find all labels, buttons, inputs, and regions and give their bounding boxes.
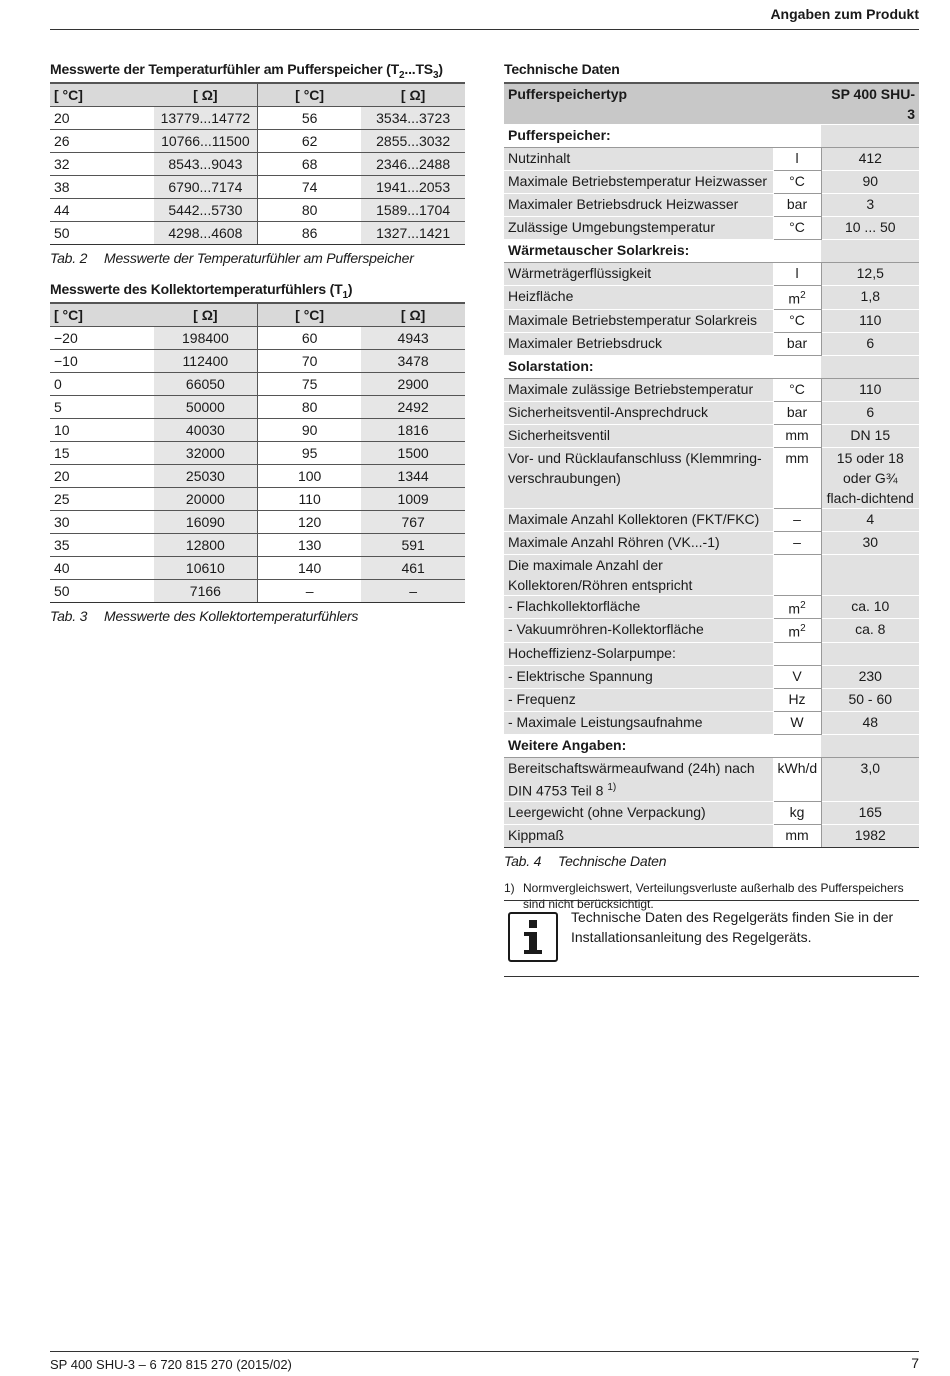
table-cell: 60 (258, 327, 362, 350)
row-label-text: Maximale Anzahl Röhren (VK...-1) (508, 533, 720, 550)
table-cell: 461 (361, 557, 465, 580)
row-unit (773, 332, 821, 355)
row-value: ca. 8 (821, 619, 919, 643)
table-row (504, 401, 919, 424)
column-header: [ °C] (50, 303, 154, 327)
row-unit (773, 554, 821, 595)
row-unit-text: °C (789, 380, 805, 397)
table3-caption: Tab. 3 Messwerte des Kollektortemperaturfühlers (50, 608, 359, 624)
table-cell: 2855...3032 (361, 130, 465, 153)
page-number: 7 (911, 1355, 919, 1371)
table-row (50, 373, 465, 396)
table-cell: 66050 (154, 373, 258, 396)
table-cell: 1500 (361, 442, 465, 465)
row-unit-text: kWh/d (777, 759, 818, 776)
row-value: 230 (821, 665, 919, 688)
table-cell: 30 (50, 511, 154, 534)
row-label-text: - Flachkollektorfläche (508, 597, 641, 614)
table-cell: 32 (50, 153, 154, 176)
table-cell: −20 (50, 327, 154, 350)
unit-exponent: 2 (800, 290, 806, 301)
row-label-text: Vor- und Rücklaufanschluss (Klemmring-verschraubungen) (508, 449, 762, 486)
table-row (50, 419, 465, 442)
table-row (504, 508, 919, 531)
column-header: [ Ω] (154, 83, 258, 107)
row-value: 48 (821, 711, 919, 734)
row-unit (773, 194, 821, 217)
table2-heading: Messwerte der Temperaturfühler am Pufferspeicher $(T_2...TS_3)$ (50, 61, 443, 81)
table-cell: 20 (50, 107, 154, 130)
table-cell: 10766...11500 (154, 130, 258, 153)
info-box (504, 900, 919, 977)
row-unit (773, 757, 821, 801)
table-row (504, 711, 919, 734)
row-unit-text: l (795, 265, 799, 281)
row-label-text: Nutzinhalt (508, 150, 571, 166)
right-column (504, 58, 919, 912)
row-unit (773, 595, 821, 619)
table3-heading: Messwerte des Kollektortemperaturfühlers $(T_1)$ (50, 281, 353, 301)
table-cell: 70 (258, 350, 362, 373)
row-label (504, 378, 773, 401)
table-cell: 1327...1421 (361, 222, 465, 245)
row-value: 50 - 60 (821, 688, 919, 711)
row-label (504, 824, 773, 847)
row-unit (773, 424, 821, 447)
table-cell: 5442...5730 (154, 199, 258, 222)
table4-heading: Technische Daten (504, 61, 620, 77)
table-cell: 140 (258, 557, 362, 580)
row-unit (773, 447, 821, 508)
table-row (504, 824, 919, 847)
row-label (504, 286, 773, 310)
table-row (504, 148, 919, 171)
table-cell: −10 (50, 350, 154, 373)
table-cell: 25030 (154, 465, 258, 488)
row-unit (773, 801, 821, 824)
table-row (50, 511, 465, 534)
row-label (504, 332, 773, 355)
section-title: Angaben zum Produkt (770, 6, 919, 22)
table-cell: 10610 (154, 557, 258, 580)
table-row (504, 665, 919, 688)
table-cell: 591 (361, 534, 465, 557)
table-row (504, 801, 919, 824)
row-label (504, 531, 773, 554)
table-row (504, 332, 919, 355)
table-row (50, 488, 465, 511)
section-row (504, 125, 919, 148)
table-row (50, 465, 465, 488)
table-cell: 6790...7174 (154, 176, 258, 199)
row-label (504, 447, 773, 508)
row-value: 110 (821, 309, 919, 332)
row-unit (773, 148, 821, 171)
table-row (50, 222, 465, 245)
table-cell: 95 (258, 442, 362, 465)
row-value: 1,8 (821, 286, 919, 310)
row-value: 165 (821, 801, 919, 824)
table-row (504, 642, 919, 665)
row-label-text: Sicherheitsventil-Ansprechdruck (508, 403, 708, 420)
table-row (50, 176, 465, 199)
row-unit-text: bar (786, 196, 808, 212)
table-row (50, 327, 465, 350)
table-cell: 20000 (154, 488, 258, 511)
row-unit (773, 217, 821, 240)
row-label (504, 757, 773, 801)
row-unit (773, 378, 821, 401)
table4-caption: Tab. 4 Technische Daten (504, 852, 667, 869)
table-cell: 130 (258, 534, 362, 557)
row-label (504, 508, 773, 531)
row-value: 12,5 (821, 263, 919, 286)
row-value: 3,0 (821, 757, 919, 801)
table-row (504, 217, 919, 240)
table-cell: – (258, 580, 362, 603)
row-label-text: Maximaler Betriebsdruck Heizwasser (508, 196, 739, 212)
row-label-text: Hocheffizienz-Solarpumpe: (508, 644, 676, 661)
table-cell: 12800 (154, 534, 258, 557)
row-label-text: Maximale Anzahl Kollektoren (FKT/FKC) (508, 510, 760, 527)
table-cell: 26 (50, 130, 154, 153)
row-unit (773, 171, 821, 194)
table-cell: 90 (258, 419, 362, 442)
row-label-text: Wärmeträgerflüssigkeit (508, 265, 652, 281)
row-unit-text: – (793, 533, 801, 550)
table-cell: 1589...1704 (361, 199, 465, 222)
empty-cell (821, 734, 919, 757)
row-unit-text: °C (789, 219, 805, 235)
table-cell: 44 (50, 199, 154, 222)
empty-cell (821, 355, 919, 378)
row-label-text: Die maximale Anzahl der Kollektoren/Röhren entspricht (508, 556, 693, 593)
row-label-text: Maximale Betriebstemperatur Heizwasser (508, 173, 768, 189)
table-cell: 50 (50, 222, 154, 245)
row-value (821, 642, 919, 665)
column-header: [ Ω] (361, 83, 465, 107)
table-cell: 32000 (154, 442, 258, 465)
table-cell: 38 (50, 176, 154, 199)
row-unit (773, 286, 821, 310)
row-label-text: Kippmaß (508, 826, 565, 843)
row-value: 1982 (821, 824, 919, 847)
table-cell: 13779...14772 (154, 107, 258, 130)
row-unit (773, 665, 821, 688)
table-cell: 120 (258, 511, 362, 534)
row-unit (773, 642, 821, 665)
row-unit-text: W (790, 713, 804, 730)
table-cell: 3534...3723 (361, 107, 465, 130)
column-header: [ °C] (258, 83, 362, 107)
table-row (504, 424, 919, 447)
table-cell: 20 (50, 465, 154, 488)
table-cell: 40030 (154, 419, 258, 442)
row-label-text: Zulässige Umgebungstemperatur (508, 219, 715, 235)
row-label-text: - Frequenz (508, 690, 576, 707)
table-cell: 62 (258, 130, 362, 153)
table-row (504, 757, 919, 801)
row-unit (773, 711, 821, 734)
row-unit-text: bar (786, 334, 808, 351)
row-unit (773, 688, 821, 711)
row-label-text: Maximaler Betriebsdruck (508, 334, 663, 351)
row-value: 90 (821, 171, 919, 194)
table-cell: 3478 (361, 350, 465, 373)
row-value: 30 (821, 531, 919, 554)
left-column (50, 58, 465, 627)
table-row (504, 286, 919, 310)
row-label (504, 171, 773, 194)
table-row (504, 531, 919, 554)
table-row (50, 442, 465, 465)
row-unit-text: m (788, 623, 801, 640)
row-unit (773, 508, 821, 531)
row-unit-text: – (793, 510, 801, 527)
row-unit-text: mm (785, 826, 809, 843)
row-unit-text: bar (786, 403, 808, 420)
table-cell: 75 (258, 373, 362, 396)
row-label (504, 642, 773, 665)
row-value: 110 (821, 378, 919, 401)
unit-exponent: 2 (800, 599, 806, 611)
row-label-text: Sicherheitsventil (508, 426, 610, 443)
section-label: Pufferspeicher: (504, 125, 821, 148)
table-row (50, 199, 465, 222)
table-cell: 112400 (154, 350, 258, 373)
row-value: 10 ... 50 (821, 217, 919, 240)
table-row (504, 554, 919, 595)
row-unit-text: m (788, 290, 801, 307)
row-value: ca. 10 (821, 595, 919, 619)
row-label-text: - Vakuumröhren-Kollektorfläche (508, 621, 704, 638)
table-cell: 74 (258, 176, 362, 199)
column-header: [ Ω] (154, 303, 258, 327)
table-cell: 8543...9043 (154, 153, 258, 176)
row-label (504, 148, 773, 171)
table-row (50, 153, 465, 176)
table-cell: 100 (258, 465, 362, 488)
table-cell: 35 (50, 534, 154, 557)
table-row (50, 130, 465, 153)
section-row (504, 240, 919, 263)
row-label-text: - Maximale Leistungsaufnahme (508, 713, 703, 730)
table-row (504, 595, 919, 619)
row-unit-text: l (795, 150, 799, 166)
table-cell: – (361, 580, 465, 603)
table-cell: 7166 (154, 580, 258, 603)
row-label-text: Maximale zulässige Betriebstemperatur (508, 380, 754, 397)
footnote-marker: 1) (607, 781, 617, 793)
table-cell: 15 (50, 442, 154, 465)
table-row (50, 107, 465, 130)
table-row (504, 688, 919, 711)
row-value: 412 (821, 148, 919, 171)
empty-cell (821, 125, 919, 148)
row-unit-text: V (792, 667, 802, 684)
table-cell: 0 (50, 373, 154, 396)
table2-caption: Tab. 2 Messwerte der Temperaturfühler am Pufferspeicher (50, 250, 414, 266)
column-header: [ °C] (258, 303, 362, 327)
table-cell: 10 (50, 419, 154, 442)
row-label (504, 711, 773, 734)
table-cell: 50 (50, 580, 154, 603)
empty-cell (821, 240, 919, 263)
row-unit-text: kg (789, 803, 805, 820)
table-cell: 110 (258, 488, 362, 511)
table-row (50, 580, 465, 603)
column-header: [ °C] (50, 83, 154, 107)
row-label-text: Maximale Betriebstemperatur Solarkreis (508, 311, 757, 328)
table-cell: 1941...2053 (361, 176, 465, 199)
unit-exponent: 2 (800, 623, 806, 635)
row-label (504, 554, 773, 595)
page-footer (50, 1351, 919, 1376)
table-cell: 2492 (361, 396, 465, 419)
table-row (50, 534, 465, 557)
section-label: Wärmetauscher Solarkreis: (504, 240, 821, 263)
section-label: Solarstation: (504, 355, 821, 378)
row-value: 15 oder 18 oder G¾ flach-dichtend (821, 447, 919, 508)
table-cell: 198400 (154, 327, 258, 350)
row-unit (773, 401, 821, 424)
row-value: 4 (821, 508, 919, 531)
section-row (504, 355, 919, 378)
row-label (504, 595, 773, 619)
row-unit (773, 263, 821, 286)
row-unit-text: mm (785, 426, 809, 443)
table-row (504, 309, 919, 332)
info-icon (508, 912, 558, 962)
row-label (504, 194, 773, 217)
row-value: DN 15 (821, 424, 919, 447)
row-label (504, 424, 773, 447)
row-unit (773, 619, 821, 643)
row-unit-text: m (788, 600, 801, 617)
table4 (504, 82, 919, 848)
table-cell: 4298...4608 (154, 222, 258, 245)
row-label (504, 688, 773, 711)
table-row (504, 619, 919, 643)
table-cell: 767 (361, 511, 465, 534)
row-label-text: - Elektrische Spannung (508, 667, 653, 684)
column-header: [ Ω] (361, 303, 465, 327)
table3 (50, 302, 465, 603)
table-cell: 80 (258, 199, 362, 222)
row-unit (773, 309, 821, 332)
table-cell: 1009 (361, 488, 465, 511)
table-row (50, 350, 465, 373)
row-label (504, 401, 773, 424)
row-unit-text: mm (785, 449, 809, 466)
table-cell: 25 (50, 488, 154, 511)
section-label: Weitere Angaben: (504, 734, 821, 757)
table-row (504, 194, 919, 217)
table-cell: 86 (258, 222, 362, 245)
table-row (504, 447, 919, 508)
row-unit (773, 824, 821, 847)
table-cell: 56 (258, 107, 362, 130)
table-row (504, 171, 919, 194)
section-row (504, 734, 919, 757)
row-label (504, 619, 773, 643)
table-cell: 2346...2488 (361, 153, 465, 176)
row-label-text: Bereitschaftswärmeaufwand (24h) nach DIN 4753 Teil 8 (508, 759, 755, 799)
row-unit (773, 531, 821, 554)
table4-header-row: Pufferspeichertyp SP 400 SHU-3 (504, 83, 919, 125)
document-id: SP 400 SHU-3 – 6 720 815 270 (2015/02) (50, 1357, 292, 1372)
row-label (504, 217, 773, 240)
row-label (504, 665, 773, 688)
row-unit-text: Hz (788, 690, 806, 707)
table-cell: 4943 (361, 327, 465, 350)
row-value: 6 (821, 332, 919, 355)
row-label (504, 263, 773, 286)
table-cell: 50000 (154, 396, 258, 419)
table-cell: 2900 (361, 373, 465, 396)
table2 (50, 82, 465, 245)
table-cell: 1816 (361, 419, 465, 442)
row-label-text: Heizfläche (508, 288, 574, 304)
row-value: 6 (821, 401, 919, 424)
footnote: 1) Normvergleichswert, Verteilungsverluste außerhalb des Pufferspeichers sind nicht berücksichtigt. (504, 880, 904, 911)
row-label-text: Leergewicht (ohne Verpackung) (508, 803, 706, 820)
row-unit-text: °C (789, 173, 805, 189)
row-value: 3 (821, 194, 919, 217)
table-cell: 40 (50, 557, 154, 580)
table-row (504, 263, 919, 286)
info-text: Technische Daten des Regelgeräts finden Sie in der Installationsanleitung des Regelgeräts. (571, 909, 894, 945)
table-row (50, 557, 465, 580)
page-header (50, 0, 919, 30)
table-cell: 68 (258, 153, 362, 176)
row-label (504, 801, 773, 824)
table-cell: 16090 (154, 511, 258, 534)
table-cell: 1344 (361, 465, 465, 488)
table-cell: 5 (50, 396, 154, 419)
row-unit-text: °C (789, 311, 805, 328)
table-cell: 80 (258, 396, 362, 419)
row-value (821, 554, 919, 595)
row-label (504, 309, 773, 332)
table-row (504, 378, 919, 401)
table-row (50, 396, 465, 419)
